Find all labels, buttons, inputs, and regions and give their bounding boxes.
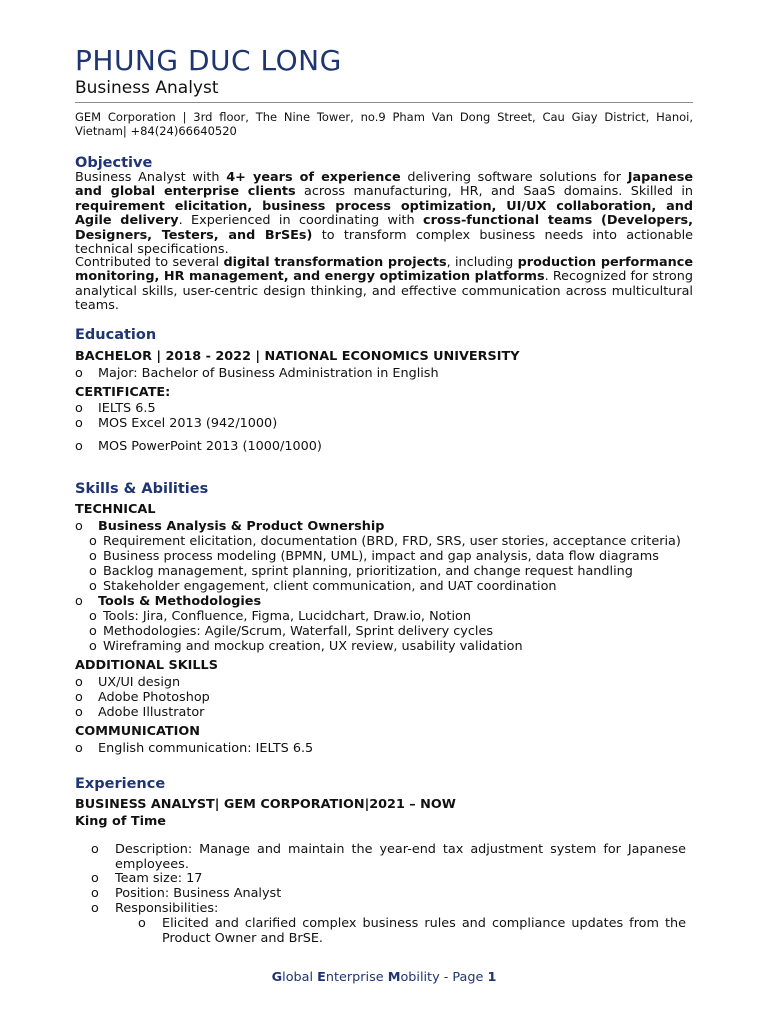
bullet-marker: o [89, 564, 97, 579]
objective-highlight: cross-functional teams (Developers, Designers, Testers, and BrSEs) [75, 213, 693, 243]
experience-text: Responsibilities: [115, 901, 219, 916]
list-item [89, 624, 493, 639]
major-text: Major: Bachelor of Business Administration in English [98, 366, 439, 381]
list-item [89, 564, 633, 579]
objective-heading: Objective [75, 155, 153, 171]
page-number: 1 [487, 970, 497, 985]
bullet-marker: o [75, 439, 83, 454]
bullet-marker: o [89, 609, 97, 624]
skill-text: Tools: Jira, Confluence, Figma, Lucidchart, Draw.io, Notion [103, 609, 471, 624]
list-item [75, 439, 322, 454]
objective-text: . Experienced in coordinating with [178, 213, 424, 229]
list-item [75, 366, 439, 381]
objective-text: to transform complex business needs into actionable technical specifications. [75, 227, 693, 258]
list-item [75, 675, 180, 690]
additional-skills-heading: ADDITIONAL SKILLS [75, 658, 218, 673]
list-item [75, 519, 384, 534]
skills-heading: Skills & Abilities [75, 481, 209, 497]
objective-highlight: requirement elicitation, business process optimization, UI/UX collaboration, and Agile delivery [75, 198, 693, 229]
footer-text: nterprise [325, 970, 388, 985]
certificate-heading: CERTIFICATE: [75, 385, 171, 400]
footer-text: M [387, 970, 401, 985]
list-item [89, 609, 471, 624]
list-item [75, 401, 156, 416]
objective-highlight: Japanese and global enterprise clients [75, 170, 693, 200]
objective-paragraph-2 [75, 256, 693, 314]
objective-text: , including [446, 255, 518, 270]
bullet-marker: o [75, 675, 83, 690]
list-item [75, 690, 210, 705]
skill-text: Business process modeling (BPMN, UML), impact and gap analysis, data flow diagrams [103, 549, 659, 564]
bullet-marker: o [89, 579, 97, 594]
bullet-marker: o [75, 690, 83, 705]
skill-text: Adobe Illustrator [98, 705, 205, 720]
degree-line: BACHELOR | 2018 - 2022 | NATIONAL ECONOMICS UNIVERSITY [75, 349, 520, 364]
experience-heading: Experience [75, 776, 166, 792]
bullet-marker: o [91, 842, 99, 857]
experience-text: Description: Manage and maintain the year-end tax adjustment system for Japanese employees. [115, 842, 686, 872]
education-heading: Education [75, 327, 157, 343]
technical-heading: TECHNICAL [75, 502, 156, 517]
bullet-marker: o [75, 705, 83, 720]
experience-text: Team size: 17 [115, 871, 203, 886]
candidate-name: PHUNG DUC LONG [75, 44, 342, 77]
list-item [89, 639, 523, 654]
certificate-text: MOS Excel 2013 (942/1000) [98, 416, 278, 431]
footer-text: G [271, 970, 283, 985]
bullet-marker: o [75, 401, 83, 416]
list-item [89, 534, 681, 549]
header-divider [75, 102, 693, 103]
candidate-title: Business Analyst [75, 78, 219, 98]
bullet-marker: o [91, 871, 99, 886]
skill-text: Requirement elicitation, documentation (BRD, FRD, SRS, user stories, acceptance criteria) [103, 534, 681, 549]
bullet-marker: o [89, 639, 97, 654]
list-item [91, 872, 686, 887]
objective-highlight: production performance monitoring, HR management, and energy optimization platforms [75, 255, 693, 285]
list-item [75, 594, 261, 609]
certificate-text: MOS PowerPoint 2013 (1000/1000) [98, 439, 322, 454]
list-item [91, 843, 686, 872]
skill-text: Stakeholder engagement, client communication, and UAT coordination [103, 579, 557, 594]
skill-text: Adobe Photoshop [98, 690, 210, 705]
skill-group-title: Business Analysis & Product Ownership [98, 519, 385, 534]
bullet-marker: o [91, 886, 99, 901]
certificate-text: IELTS 6.5 [98, 401, 156, 416]
objective-paragraph-1 [75, 171, 693, 257]
bullet-marker: o [75, 416, 83, 431]
bullet-marker: o [75, 741, 83, 756]
footer-text: E [317, 970, 326, 985]
skill-text: UX/UI design [98, 675, 181, 690]
bullet-marker: o [75, 519, 83, 534]
list-item [91, 887, 686, 902]
list-item [89, 579, 557, 594]
skill-group-title: Tools & Methodologies [98, 594, 262, 609]
list-item [91, 902, 686, 917]
objective-highlight: 4+ years of experience [226, 170, 401, 185]
bullet-marker: o [138, 916, 146, 931]
skill-text: Methodologies: Agile/Scrum, Waterfall, Sprint delivery cycles [103, 624, 493, 639]
list-item [75, 705, 204, 720]
bullet-marker: o [75, 594, 83, 609]
experience-text: Elicited and clarified complex business rules and compliance updates from the Product Owner and BrSE. [162, 916, 686, 946]
footer-text: lobal [282, 970, 318, 985]
skill-text: Backlog management, sprint planning, prioritization, and change request handling [103, 564, 633, 579]
objective-text: . Recognized for strong analytical skills, user-centric design thinking, and effective communication across multicultural teams. [75, 269, 693, 314]
job-title: BUSINESS ANALYST| GEM CORPORATION|2021 – NOW [75, 797, 456, 812]
bullet-marker: o [89, 624, 97, 639]
page-footer [0, 970, 768, 985]
objective-text: delivering software solutions for [400, 170, 628, 185]
objective-text: Business Analyst with [75, 170, 227, 185]
objective-text: Contributed to several [75, 255, 224, 270]
objective-highlight: digital transformation projects [223, 255, 447, 270]
list-item [75, 741, 313, 756]
skill-text: English communication: IELTS 6.5 [98, 741, 314, 756]
footer-text: obility - Page [400, 970, 488, 985]
list-item [75, 416, 277, 431]
bullet-marker: o [89, 549, 97, 564]
objective-text: across manufacturing, HR, and SaaS domains. Skilled in [295, 184, 693, 200]
company-address: GEM Corporation | 3rd floor, The Nine Tower, no.9 Pham Van Dong Street, Cau Giay District, Hanoi, Vietnam| +84(24)66640520 [75, 110, 693, 138]
experience-text: Position: Business Analyst [115, 886, 282, 901]
list-item [138, 917, 686, 946]
skill-text: Wireframing and mockup creation, UX review, usability validation [103, 639, 523, 654]
communication-heading: COMMUNICATION [75, 724, 200, 739]
bullet-marker: o [75, 366, 83, 381]
list-item [89, 549, 659, 564]
bullet-marker: o [91, 901, 99, 916]
bullet-marker: o [89, 534, 97, 549]
project-name: King of Time [75, 814, 166, 829]
